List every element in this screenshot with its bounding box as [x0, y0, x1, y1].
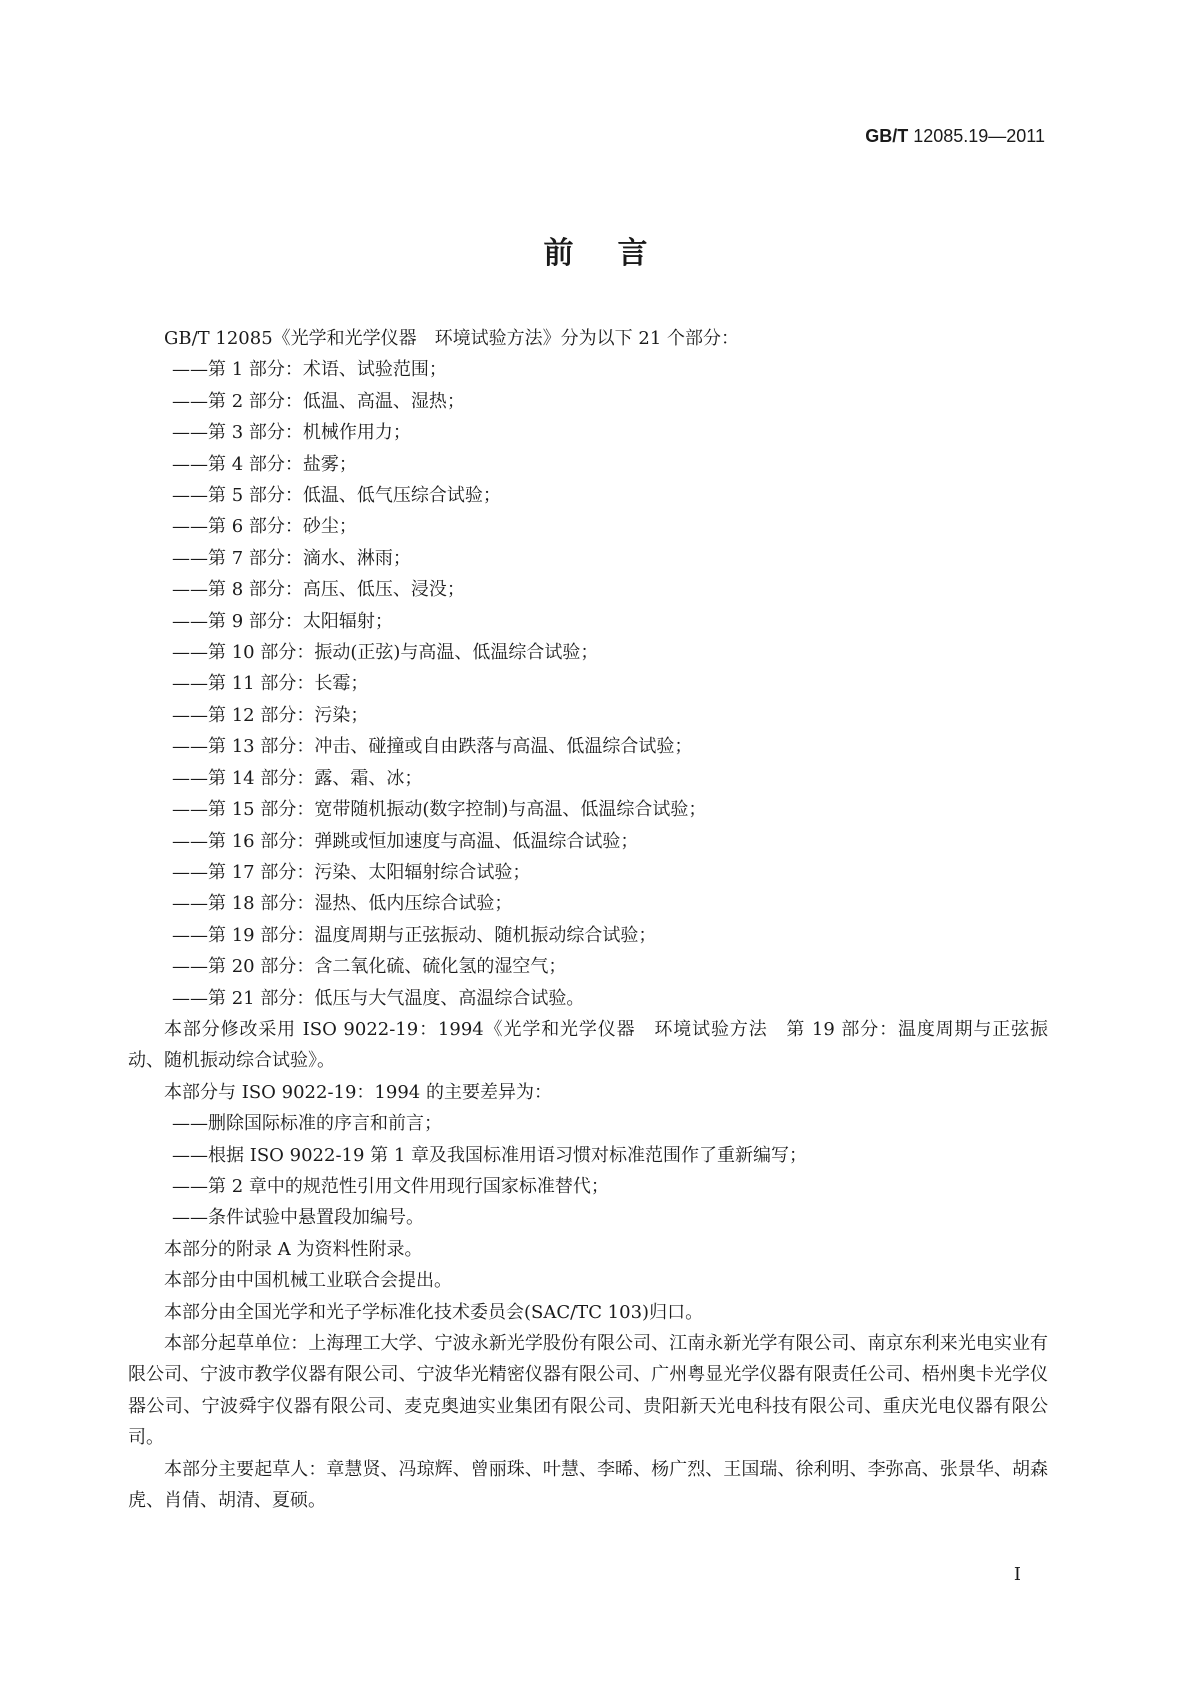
list-item: ——第 21 部分：低压与大气温度、高温综合试验。: [172, 987, 585, 1009]
list-item: ——第 18 部分：湿热、低内压综合试验；: [172, 893, 513, 915]
list-item: ——第 13 部分：冲击、碰撞或自由跌落与高温、低温综合试验；: [172, 736, 693, 758]
parts-list: [128, 354, 1048, 1014]
list-item: ——第 12 部分：污染；: [172, 704, 369, 726]
page-number: I: [1013, 1564, 1021, 1585]
differences-list: [128, 1108, 1048, 1234]
list-item: ——第 6 部分：砂尘；: [172, 516, 357, 538]
annex-note: 本部分的附录 A 为资料性附录。: [164, 1238, 423, 1260]
page-title: 前言: [543, 236, 692, 271]
intro-paragraph: GB/T 12085《光学和光学仪器 环境试验方法》分为以下 21 个部分：: [164, 328, 740, 349]
list-item: ——第 14 部分：露、霜、冰；: [172, 767, 423, 789]
drafting-units: 本部分起草单位：上海理工大学、宁波永新光学股份有限公司、江南永新光学有限公司、南京东利来光电实业有限公司、宁波市教学仪器有限公司、宁波华光精密仪器有限公司、广州粤显光学仪器有限责任公司、梧州奥卡光学仪器公司、宁波舜宇仪器有限公司、麦克奥迪实业集团有限公司、贵阳新天光电科技有限公司、重庆光电仪器有限公司。: [128, 1333, 1048, 1449]
list-item: ——根据 ISO 9022-19 第 1 章及我国标准用语习惯对标准范围作了重新编写；: [172, 1144, 808, 1166]
list-item: ——条件试验中悬置段加编号。: [172, 1207, 424, 1229]
proposed-by: 本部分由中国机械工业联合会提出。: [164, 1270, 452, 1292]
list-item: ——第 5 部分：低温、低气压综合试验；: [172, 485, 501, 507]
standard-code-number: 12085.19—2011: [913, 126, 1045, 146]
list-item: ——第 19 部分：温度周期与正弦振动、随机振动综合试验；: [172, 924, 657, 946]
list-item: ——第 7 部分：滴水、淋雨；: [172, 547, 411, 569]
list-item: ——第 15 部分：宽带随机振动(数字控制)与高温、低温综合试验；: [172, 799, 707, 821]
standard-code: [865, 126, 1045, 147]
foreword-body: [128, 323, 1048, 1516]
differences-intro: 本部分与 ISO 9022-19：1994 的主要差异为：: [164, 1081, 552, 1103]
list-item: ——第 17 部分：污染、太阳辐射综合试验；: [172, 861, 531, 883]
list-item: ——第 9 部分：太阳辐射；: [172, 610, 393, 632]
list-item: ——第 20 部分：含二氧化硫、硫化氢的湿空气；: [172, 956, 567, 978]
list-item: ——第 11 部分：长霉；: [172, 673, 369, 695]
list-item: ——删除国际标准的序言和前言；: [172, 1113, 442, 1135]
list-item: ——第 4 部分：盐雾；: [172, 453, 357, 475]
drafters: 本部分主要起草人：章慧贤、冯琼辉、曾丽珠、叶慧、李晞、杨广烈、王国瑞、徐利明、李弥高、张景华、胡森虎、肖倩、胡清、夏硕。: [128, 1458, 1048, 1512]
centralized-by: 本部分由全国光学和光子学标准化技术委员会(SAC/TC 103)归口。: [164, 1301, 704, 1323]
standard-code-prefix: GB/T: [865, 126, 909, 146]
list-item: ——第 8 部分：高压、低压、浸没；: [172, 579, 465, 601]
list-item: ——第 10 部分：振动(正弦)与高温、低温综合试验；: [172, 642, 599, 664]
list-item: ——第 2 部分：低温、高温、湿热；: [172, 390, 465, 412]
list-item: ——第 2 章中的规范性引用文件用现行国家标准替代；: [172, 1175, 609, 1197]
adoption-paragraph: 本部分修改采用 ISO 9022-19：1994《光学和光学仪器 环境试验方法 第 19 部分：温度周期与正弦振动、随机振动综合试验》。: [128, 1018, 1048, 1072]
list-item: ——第 1 部分：术语、试验范围；: [172, 359, 447, 381]
list-item: ——第 3 部分：机械作用力；: [172, 422, 411, 444]
list-item: ——第 16 部分：弹跳或恒加速度与高温、低温综合试验；: [172, 830, 639, 852]
